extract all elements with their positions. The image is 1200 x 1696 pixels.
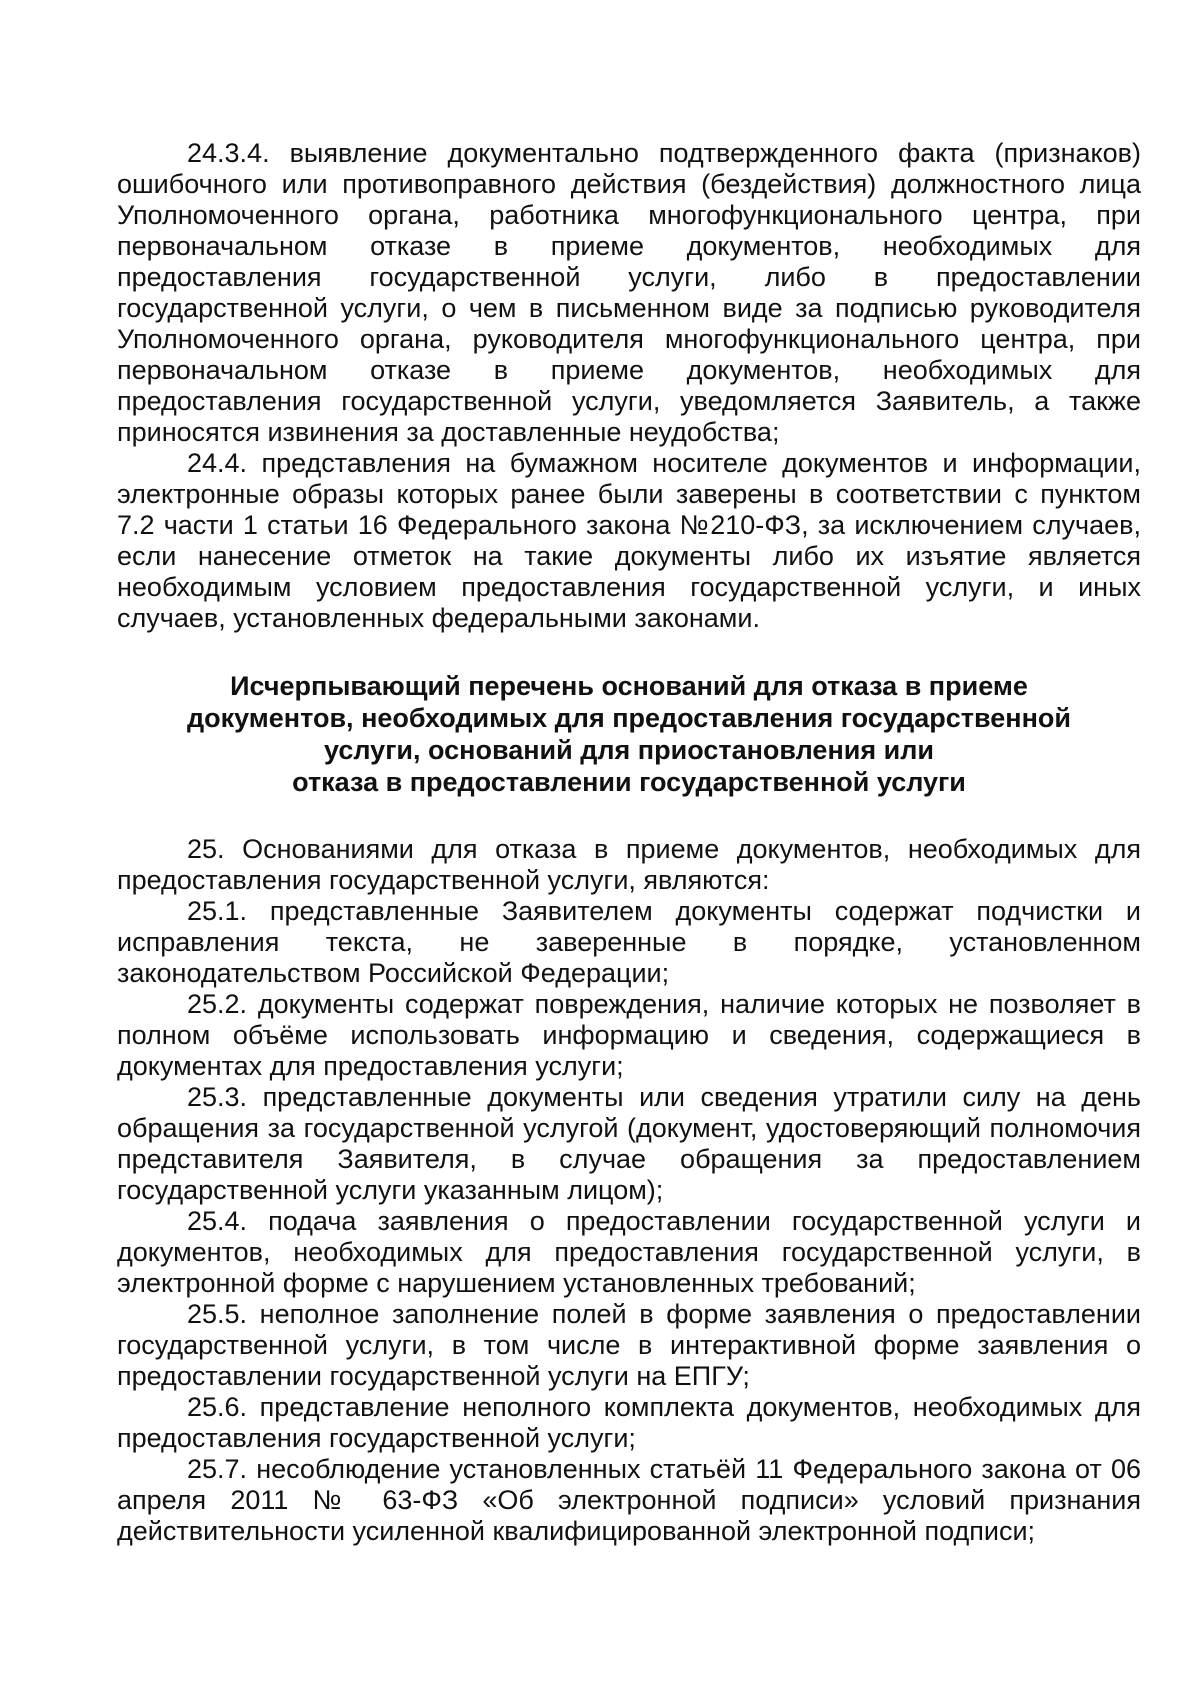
paragraph-25-6: 25.6. представление неполного комплекта документов, необходимых для предоставления государственной услуги; [117,1392,1141,1453]
section-heading [157,670,1101,798]
paragraph-25: 25. Основаниями для отказа в приеме документов, необходимых для предоставления государственной услуги, являются: [117,834,1141,895]
paragraph-25-2: 25.2. документы содержат повреждения, наличие которых не позволяет в полном объёме использовать информацию и сведения, содержащиеся в документах для предоставления услуги; [117,989,1141,1081]
paragraph-24-4: 24.4. представления на бумажном носителе документов и информации, электронные образы которых ранее были заверены в соответствии с пунктом 7.2 части 1 статьи 16 Федерального закона №210-ФЗ, за исключением случаев, если нанесение отметок на такие документы либо их изъятие является необходимым условием предоставления государственной услуги, и иных случаев, установленных федеральными законами. [117,448,1141,633]
section-heading-line: Исчерпывающий перечень оснований для отказа в приеме [230,671,1028,701]
paragraph-25-4: 25.4. подача заявления о предоставлении государственной услуги и документов, необходимых для предоставления государственной услуги, в электронной форме с нарушением установленных требований; [117,1206,1141,1298]
paragraph-25-3: 25.3. представленные документы или сведения утратили силу на день обращения за государственной услугой (документ, удостоверяющий полномочия представителя Заявителя, в случае обращения за предоставлением государственной услуги указанным лицом); [117,1082,1141,1205]
paragraph-25-1: 25.1. представленные Заявителем документы содержат подчистки и исправления текста, не заверенные в порядке, установленном законодательством Российской Федерации; [117,896,1141,988]
document-page [117,138,1141,1547]
paragraph-25-7: 25.7. несоблюдение установленных статьёй 11 Федерального закона от 06 апреля 2011 № 63-ФЗ «Об электронной подписи» условий признания действительности усиленной квалифицированной электронной подписи; [117,1454,1141,1546]
paragraph-24-3-4: 24.3.4. выявление документально подтвержденного факта (признаков) ошибочного или противоправного действия (бездействия) должностного лица Уполномоченного органа, работника многофункционального центра, при первоначальном отказе в приеме документов, необходимых для предоставления государственной услуги, либо в предоставлении государственной услуги, о чем в письменном виде за подписью руководителя Уполномоченного органа, руководителя многофункционального центра, при первоначальном отказе в приеме документов, необходимых для предоставления государственной услуги, уведомляется Заявитель, а также приносятся извинения за доставленные неудобства; [117,138,1141,447]
section-heading-line: услуги, оснований для приостановления или [324,735,934,765]
paragraph-25-5: 25.5. неполное заполнение полей в форме заявления о предоставлении государственной услуги, в том числе в интерактивной форме заявления о предоставлении государственной услуги на ЕПГУ; [117,1299,1141,1391]
section-heading-line: отказа в предоставлении государственной услуги [292,767,966,797]
section-heading-line: документов, необходимых для предоставления государственной [187,703,1071,733]
